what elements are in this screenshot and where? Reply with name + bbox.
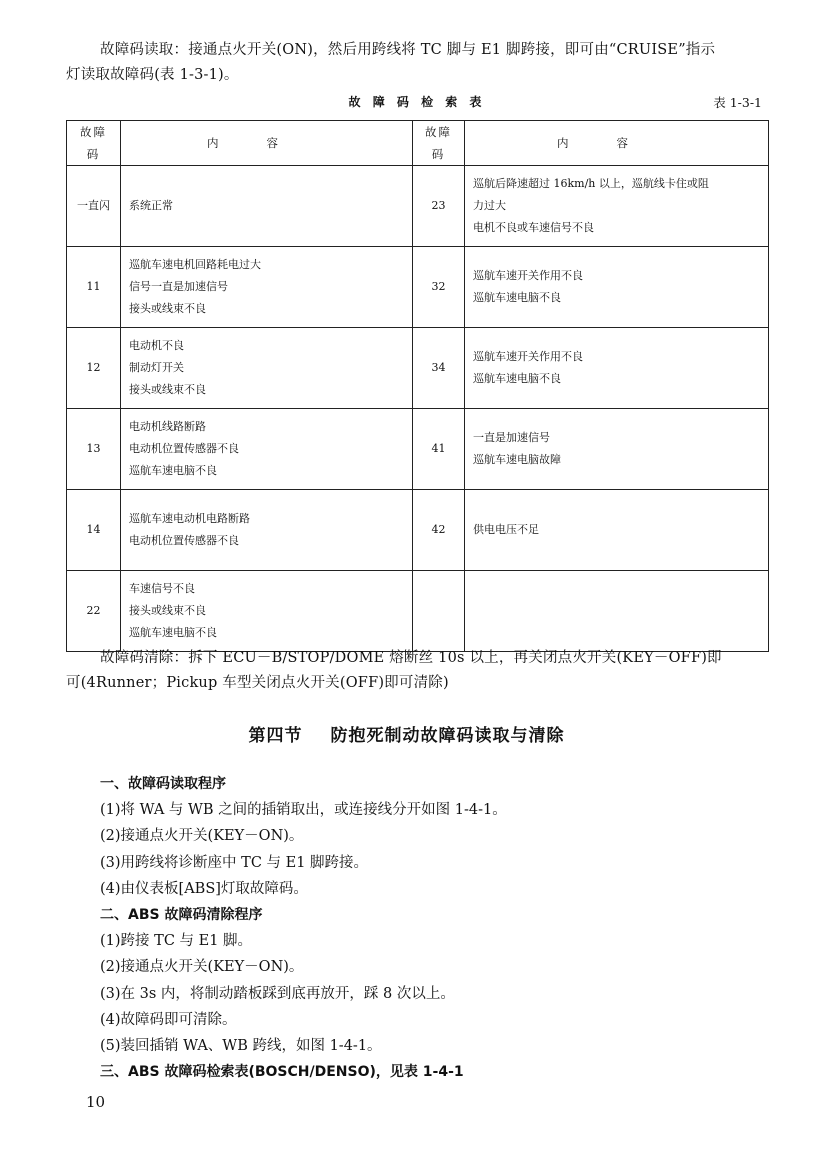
description-line: 车速信号不良	[129, 582, 195, 595]
fault-code-left: 22	[67, 571, 121, 652]
clear-paragraph	[66, 646, 772, 696]
intro-line-1: 故障码读取：接通点火开关(ON)，然后用跨线将 TC 脚与 E1 脚跨接，即可由“CRUISE”指示	[100, 42, 716, 58]
clear-step: (3)在 3s 内，将制动踏板踩到底再放开，踩 8 次以上。	[100, 985, 455, 1002]
intro-line-2: 灯读取故障码(表 1-3-1)。	[66, 67, 239, 83]
fault-description-right	[465, 571, 769, 652]
fault-description-left	[121, 571, 413, 652]
table-caption	[66, 93, 768, 113]
fault-code-table	[66, 120, 769, 652]
fault-description-left	[121, 166, 413, 247]
fault-code-left: 12	[67, 328, 121, 409]
header-content-right: 内容	[465, 121, 769, 166]
fault-description-right	[465, 409, 769, 490]
clear-procedure-heading: 二、ABS 故障码清除程序	[100, 907, 263, 924]
read-step: (3)用跨线将诊断座中 TC 与 E1 脚跨接。	[100, 854, 369, 871]
table-row	[67, 328, 769, 409]
description-line: 巡航车速电脑不良	[129, 626, 217, 639]
description-line: 巡航后降速超过 16km/h 以上，巡航线卡住或阻	[473, 177, 709, 190]
header-code-left: 故障码	[67, 121, 121, 166]
read-step: (4)由仪表板[ABS]灯取故障码。	[100, 880, 308, 897]
header-content-left: 内容	[121, 121, 413, 166]
clear-step: (4)故障码即可清除。	[100, 1011, 237, 1028]
header-code-right: 故障码	[413, 121, 465, 166]
table-row	[67, 571, 769, 652]
page-number: 10	[86, 1093, 106, 1111]
description-line: 信号一直是加速信号	[129, 280, 228, 293]
section-heading	[0, 721, 813, 746]
description-line: 接头或线束不良	[129, 302, 206, 315]
fault-code-left: 13	[67, 409, 121, 490]
description-line: 巡航车速电脑故障	[473, 453, 561, 466]
clear-line-1: 故障码清除：拆下 ECU－B/STOP/DOME 熔断丝 10s 以上，再关闭点火开关(KEY－OFF)即	[100, 650, 722, 666]
fault-code-left: 11	[67, 247, 121, 328]
section-title: 防抱死制动故障码读取与清除	[330, 726, 565, 746]
fault-code-left: 一直闪	[67, 166, 121, 247]
table-title: 故 障 码 检 索 表	[348, 95, 486, 109]
description-line: 力过大	[473, 199, 506, 212]
read-procedure-heading: 一、故障码读取程序	[100, 776, 226, 792]
description-line: 接头或线束不良	[129, 383, 206, 396]
fault-description-left	[121, 490, 413, 571]
clear-step: (1)跨接 TC 与 E1 脚。	[100, 933, 253, 950]
fault-code-right: 34	[413, 328, 465, 409]
fault-description-right	[465, 328, 769, 409]
fault-code-right: 23	[413, 166, 465, 247]
abs-table-reference: 三、ABS 故障码检索表(BOSCH/DENSO)，见表 1-4-1	[100, 1064, 464, 1081]
description-line: 系统正常	[129, 199, 173, 212]
clear-step: (2)接通点火开关(KEY－ON)。	[100, 959, 304, 976]
description-line: 巡航车速电脑不良	[473, 291, 561, 304]
description-line: 巡航车速电动机电路断路	[129, 512, 250, 525]
clear-line-2: 可(4Runner；Pickup 车型关闭点火开关(OFF)即可清除)	[66, 675, 449, 691]
description-line: 巡航车速电机回路耗电过大	[129, 258, 261, 271]
fault-code-right: 42	[413, 490, 465, 571]
fault-description-right	[465, 490, 769, 571]
section-number: 第四节	[248, 726, 303, 746]
fault-description-left	[121, 247, 413, 328]
fault-description-left	[121, 409, 413, 490]
description-line: 一直是加速信号	[473, 431, 550, 444]
description-line: 电动机位置传感器不良	[129, 534, 239, 547]
fault-code-right: 41	[413, 409, 465, 490]
description-line: 制动灯开关	[129, 361, 184, 374]
fault-code-left: 14	[67, 490, 121, 571]
description-line: 电动机不良	[129, 339, 184, 352]
fault-description-right	[465, 166, 769, 247]
description-line: 巡航车速电脑不良	[473, 372, 561, 385]
fault-code-right: 32	[413, 247, 465, 328]
table-row	[67, 247, 769, 328]
table-row	[67, 166, 769, 247]
description-line: 巡航车速开关作用不良	[473, 350, 583, 363]
description-line: 电动机位置传感器不良	[129, 442, 239, 455]
fault-description-right	[465, 247, 769, 328]
table-row	[67, 490, 769, 571]
procedure-list	[100, 771, 760, 1085]
description-line: 供电电压不足	[473, 523, 539, 536]
fault-code-right	[413, 571, 465, 652]
description-line: 电动机线路断路	[129, 420, 206, 433]
read-step: (2)接通点火开关(KEY－ON)。	[100, 828, 304, 845]
table-row	[67, 409, 769, 490]
read-step: (1)将 WA 与 WB 之间的插销取出，或连接线分开如图 1-4-1。	[100, 802, 507, 819]
description-line: 巡航车速电脑不良	[129, 464, 217, 477]
table-number: 表 1-3-1	[713, 95, 762, 110]
description-line: 接头或线束不良	[129, 604, 206, 617]
intro-paragraph	[66, 38, 772, 88]
description-line: 电机不良或车速信号不良	[473, 221, 594, 234]
fault-description-left	[121, 328, 413, 409]
clear-step: (5)装回插销 WA、WB 跨线，如图 1-4-1。	[100, 1038, 382, 1055]
description-line: 巡航车速开关作用不良	[473, 269, 583, 282]
